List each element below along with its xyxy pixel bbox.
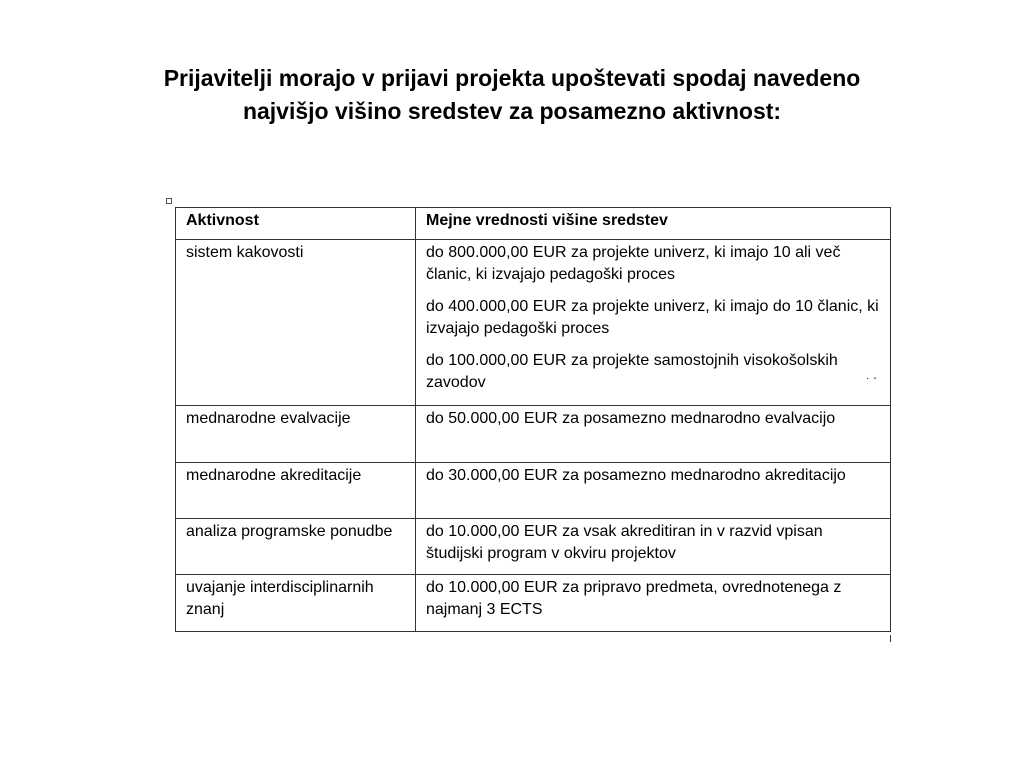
limit-item: do 400.000,00 EUR za projekte univerz, ki imajo do 10 članic, ki izvajajo pedagoški proces [426, 298, 879, 337]
table-row [176, 240, 891, 406]
activity-cell: uvajanje interdisciplinarnih znanj [176, 575, 416, 632]
table-row [176, 575, 891, 632]
limit-item: do 100.000,00 EUR za projekte samostojnih visokošolskih zavodov [426, 352, 838, 391]
limit-item: do 30.000,00 EUR za posamezno mednarodno akreditacijo [426, 467, 846, 484]
limits-cell [416, 519, 891, 575]
limits-cell [416, 240, 891, 406]
table-header-row [176, 208, 891, 240]
limits-cell [416, 463, 891, 519]
funding-limits-table [175, 207, 891, 632]
funding-table-container [175, 207, 891, 632]
limit-item: do 50.000,00 EUR za posamezno mednarodno evalvacijo [426, 410, 836, 427]
table-move-handle-icon[interactable] [166, 198, 172, 204]
limit-item: do 800.000,00 EUR za projekte univerz, ki imajo 10 ali več članic, ki izvajajo pedagoški proces [426, 244, 841, 283]
table-row [176, 519, 891, 575]
activity-cell: sistem kakovosti [176, 240, 416, 406]
activity-cell: mednarodne evalvacije [176, 406, 416, 463]
limit-item: do 10.000,00 EUR za pripravo predmeta, ovrednotenega z najmanj 3 ECTS [426, 579, 842, 618]
table-row [176, 406, 891, 463]
slide-title-line-1: Prijavitelji morajo v prijavi projekta upoštevati spodaj navedeno [163, 65, 861, 91]
limits-cell [416, 406, 891, 463]
limits-cell [416, 575, 891, 632]
activity-cell: mednarodne akreditacije [176, 463, 416, 519]
table-row [176, 463, 891, 519]
table-border-artifact [890, 635, 891, 642]
slide-title-line-2: najvišjo višino sredstev za posamezno aktivnost: [242, 98, 782, 124]
slide-title [0, 62, 1024, 128]
limit-item: do 10.000,00 EUR za vsak akreditiran in v razvid vpisan študijski program v okviru projektov [426, 523, 823, 562]
activity-cell: analiza programske ponudbe [176, 519, 416, 575]
header-limits: Mejne vrednosti višine sredstev [416, 208, 891, 240]
stray-dot-mark: ·- [866, 373, 881, 384]
header-activity: Aktivnost [176, 208, 416, 240]
